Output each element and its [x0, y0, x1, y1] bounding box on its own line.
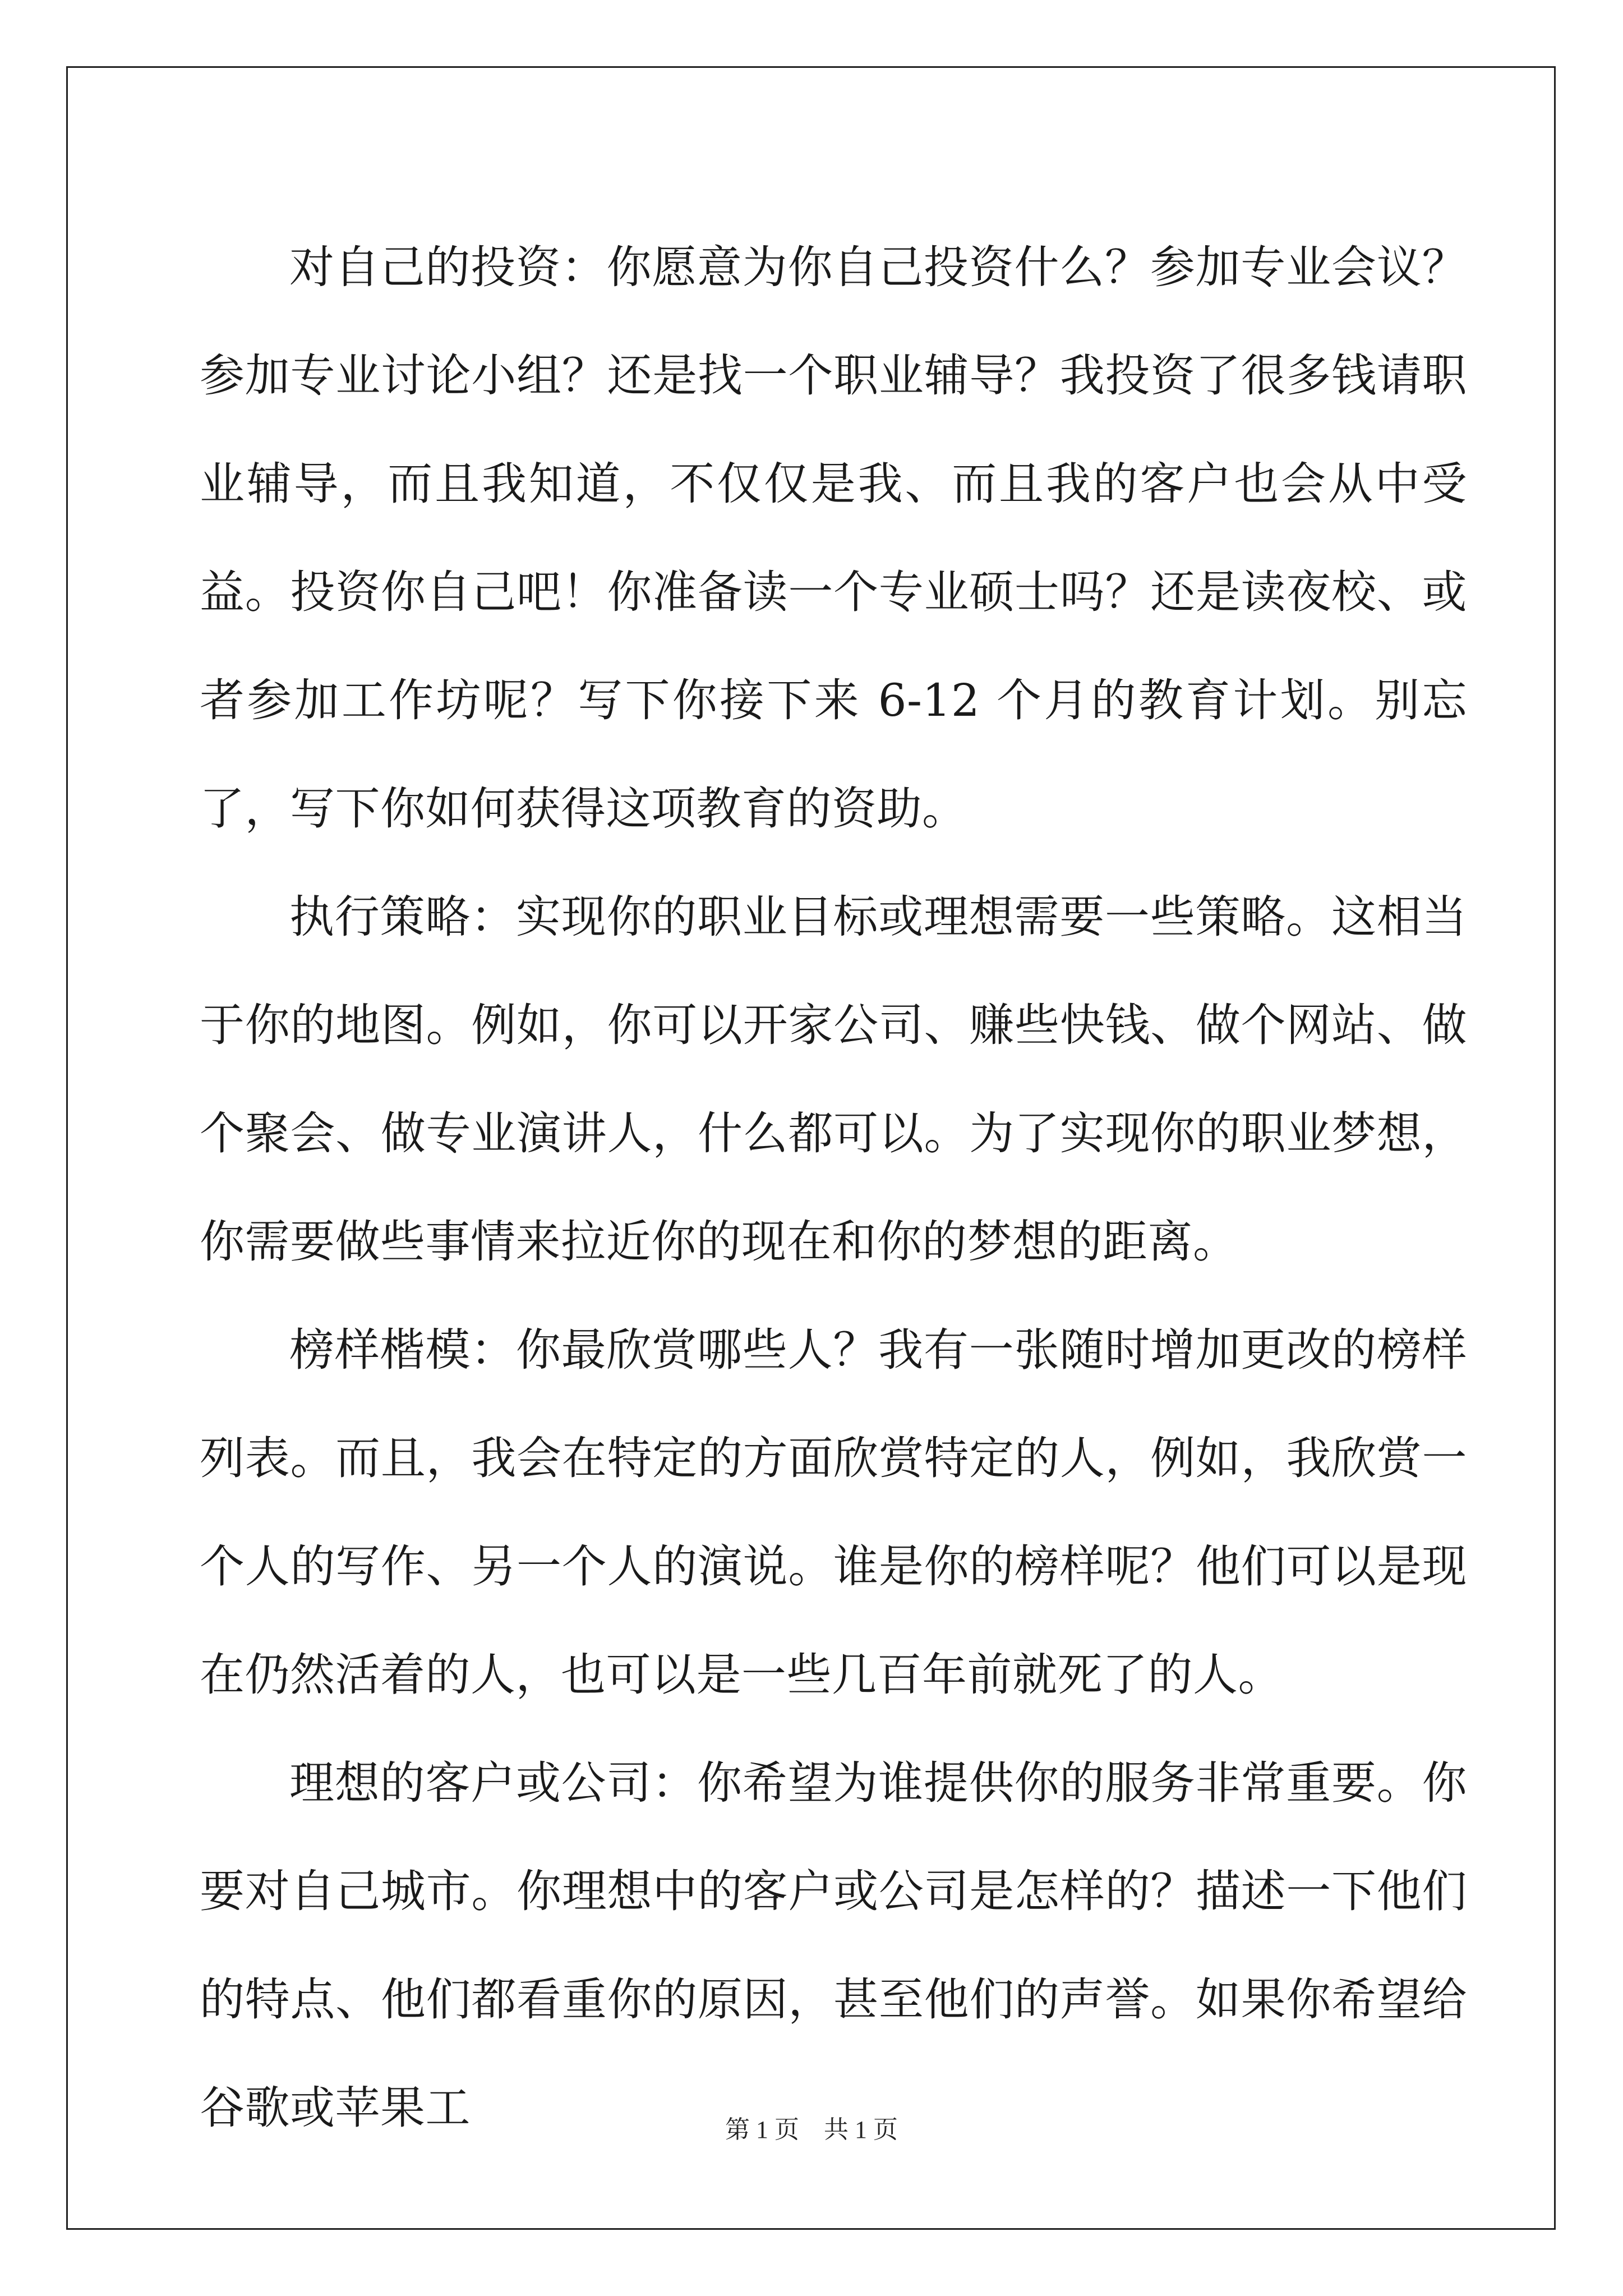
- paragraph-self-investment: 对自己的投资：你愿意为你自己投资什么？参加专业会议？参加专业讨论小组？还是找一个职业辅导？我投资了很多钱请职业辅导，而且我知道，不仅仅是我、而且我的客户也会从中受益。投资你自己吧！你准备读一个专业硕士吗？还是读夜校、或者参加工作坊呢？写下你接下来 6-12 个月的教育计划。别忘了，写下你如何获得这项教育的资助。: [200, 241, 1467, 835]
- paragraph-execution-strategy: 执行策略：实现你的职业目标或理想需要一些策略。这相当于你的地图。例如，你可以开家公司、赚些快钱、做个网站、做个聚会、做专业演讲人，什么都可以。为了实现你的职业梦想，你需要做些事情来拉近你的现在和你的梦想的距离。: [200, 891, 1467, 1268]
- document-body: [200, 213, 1467, 2162]
- paragraph-ideal-client: 理想的客户或公司：你希望为谁提供你的服务非常重要。你要对自己城市。你理想中的客户或公司是怎样的？描述一下他们的特点、他们都看重你的原因，甚至他们的声誉。如果你希望给谷歌或苹果工: [200, 1757, 1467, 2134]
- paragraph-role-models: 榜样楷模：你最欣赏哪些人？我有一张随时增加更改的榜样列表。而且，我会在特定的方面欣赏特定的人，例如，我欣赏一个人的写作、另一个人的演说。谁是你的榜样呢？他们可以是现在仍然活着的人，也可以是一些几百年前就死了的人。: [200, 1324, 1467, 1701]
- page-number-footer: 第 1 页 共 1 页: [725, 2116, 898, 2143]
